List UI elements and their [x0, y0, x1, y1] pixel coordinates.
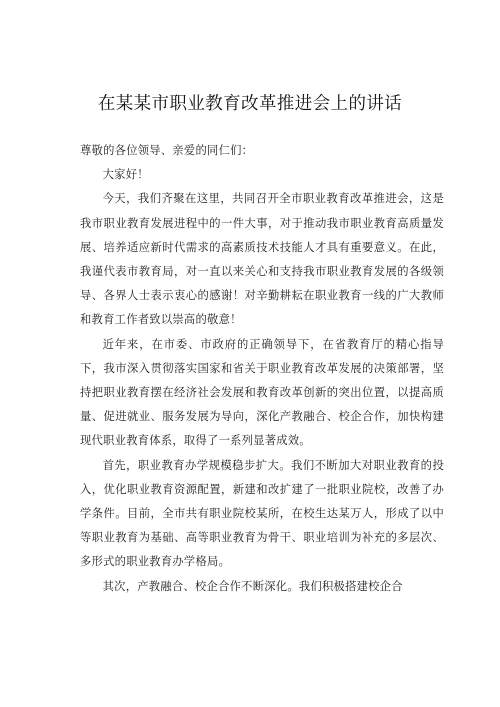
- body-paragraph-2: 近年来，在市委、市政府的正确领导下，在省教育厅的精心指导下，我市深入贯彻落实国家和省关于职业教育改革发展的决策部署，坚持把职业教育摆在经济社会发展和教育改革创新的突出位置，以提高质量、促进就业、服务发展为导向，深化产教融合、校企合作，加快构建现代职业教育体系，取得了一系列显著成效。: [80, 337, 444, 448]
- body-paragraph-4: 其次，产教融合、校企合作不断深化。我们积极搭建校企合: [102, 579, 403, 593]
- salutation: 尊敬的各位领导、亲爱的同仁们：: [80, 144, 254, 157]
- body-paragraph-1: 今天，我们齐聚在这里，共同召开全市职业教育改革推进会，这是我市职业教育发展进程中的一件大事，对于推动我市职业教育高质量发展、培养适应新时代需求的高素质技术技能人才具有重要意义。在此，我谨代表市教育局，对一直以来关心和支持我市职业教育发展的各级领导、各界人士表示衷心的感谢！对辛勤耕耘在职业教育一线的广大教师和教育工作者致以崇高的敬意！: [80, 192, 444, 327]
- body-paragraph-3: 首先，职业教育办学规模稳步扩大。我们不断加大对职业教育的投入，优化职业教育资源配置，新建和改扩建了一批职业院校，改善了办学条件。目前，全市共有职业院校某所，在校生达某万人，形成了以中等职业教育为基础、高等职业教育为骨干、职业培训为补充的多层次、多形式的职业教育办学格局。: [80, 458, 444, 569]
- document-title: 在某某市职业教育改革推进会上的讲话: [97, 94, 403, 114]
- greeting: 大家好！: [102, 168, 149, 182]
- document-body: [80, 139, 444, 599]
